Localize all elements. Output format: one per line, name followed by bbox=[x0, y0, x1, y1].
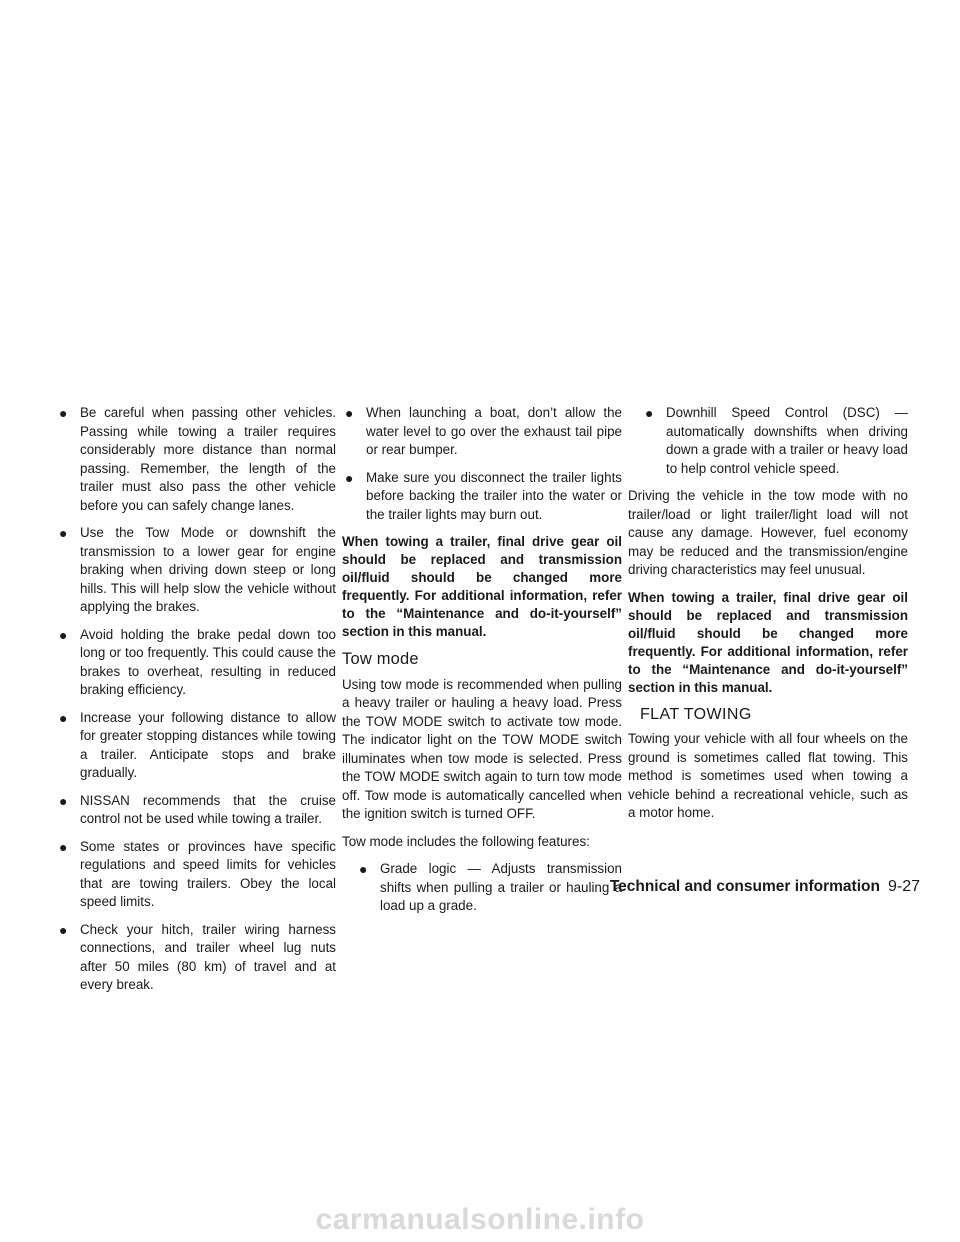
list-item: ● Some states or provinces have specific regulations and speed limits for vehicles that are towing trailers. Obey the local speed limits. bbox=[59, 838, 336, 909]
tow-mode-note: Driving the vehicle in the tow mode with no trailer/load or light trailer/light load will not cause any damage. However, fuel economy may be reduced and the transmission/engine driving characteristics may feel unusual. bbox=[628, 488, 908, 577]
list-item: ● Be careful when passing other vehicles. Passing while towing a trailer requires considerably more distance than normal passing. Remember, the length of the trailer must also pass the other vehicle before you can safely change lanes. bbox=[59, 405, 336, 513]
page-number: 9-27 bbox=[887, 878, 920, 895]
watermark: carmanualsonline.info bbox=[315, 1203, 645, 1236]
bullet-icon: ● bbox=[359, 861, 368, 877]
bullet-icon: ● bbox=[59, 838, 68, 855]
maintenance-note: When towing a trailer, final drive gear oil should be replaced and transmission oil/fluid should be changed more frequently. For additional information, refer to the “Maintenance and do-it-yourself” section in this manual. bbox=[342, 534, 622, 639]
list-item: ● Grade logic — Adjusts transmission shifts when pulling a trailer or hauling a load up a grade. bbox=[359, 861, 622, 913]
bullet-icon: ● bbox=[59, 709, 68, 726]
tow-mode-description: Using tow mode is recommended when pulling a heavy trailer or hauling a heavy load. Press the TOW MODE switch to activate tow mode. The indicator light on the TOW MODE switch illuminates when tow mode is selected. Press the TOW MODE switch again to turn tow mode off. Tow mode is automatically cancelled when the ignition switch is turned OFF. bbox=[342, 676, 622, 821]
bullet-icon: ● bbox=[59, 626, 68, 643]
section-title: Technical and consumer information bbox=[609, 878, 880, 895]
list-item: ● When launching a boat, don’t allow the water level to go over the exhaust tail pipe or rear bumper. bbox=[345, 405, 622, 457]
bullet-icon: ● bbox=[645, 405, 654, 421]
bullet-icon: ● bbox=[345, 469, 354, 486]
bullet-icon: ● bbox=[59, 921, 68, 938]
list-item: ● Increase your following distance to allow for greater stopping distances while towing a trailer. Anticipate stops and brake gradually. bbox=[59, 709, 336, 780]
tow-mode-features-intro: Tow mode includes the following features: bbox=[342, 833, 590, 849]
left-column bbox=[56, 404, 336, 1004]
list-item: ● Check your hitch, trailer wiring harness connections, and trailer wheel lug nuts after 50 miles (80 km) of travel and at every break. bbox=[59, 921, 336, 992]
page-footer bbox=[594, 878, 920, 896]
bullet-icon: ● bbox=[59, 525, 68, 541]
flat-towing-heading: FLAT TOWING bbox=[640, 705, 752, 723]
maintenance-note: When towing a trailer, final drive gear oil should be replaced and transmission oil/fluid should be changed more frequently. For additional information, refer to the “Maintenance and do-it-yourself” section in this manual. bbox=[628, 589, 908, 695]
bullet-icon: ● bbox=[345, 405, 354, 421]
bullet-icon: ● bbox=[59, 792, 68, 809]
tow-mode-heading: Tow mode bbox=[342, 650, 419, 668]
middle-column bbox=[342, 404, 622, 925]
list-item: ● Downhill Speed Control (DSC) — automatically downshifts when driving down a grade with a trailer or heavy load to help control vehicle speed. bbox=[645, 405, 908, 476]
right-column bbox=[628, 404, 908, 832]
list-item: ● Use the Tow Mode or downshift the transmission to a lower gear for engine braking when driving down steep or long hills. This will help slow the vehicle without applying the brakes. bbox=[59, 525, 336, 614]
list-item: ● Avoid holding the brake pedal down too long or too frequently. This could cause the brakes to overheat, resulting in reduced braking efficiency. bbox=[59, 626, 336, 697]
bullet-icon: ● bbox=[59, 405, 68, 421]
flat-towing-description: Towing your vehicle with all four wheels on the ground is sometimes called flat towing. This method is sometimes used when towing a vehicle behind a recreational vehicle, such as a motor home. bbox=[628, 731, 908, 820]
list-item: ● Make sure you disconnect the trailer lights before backing the trailer into the water or the trailer lights may burn out. bbox=[345, 469, 622, 522]
list-item: ● NISSAN recommends that the cruise control not be used while towing a trailer. bbox=[59, 792, 336, 826]
